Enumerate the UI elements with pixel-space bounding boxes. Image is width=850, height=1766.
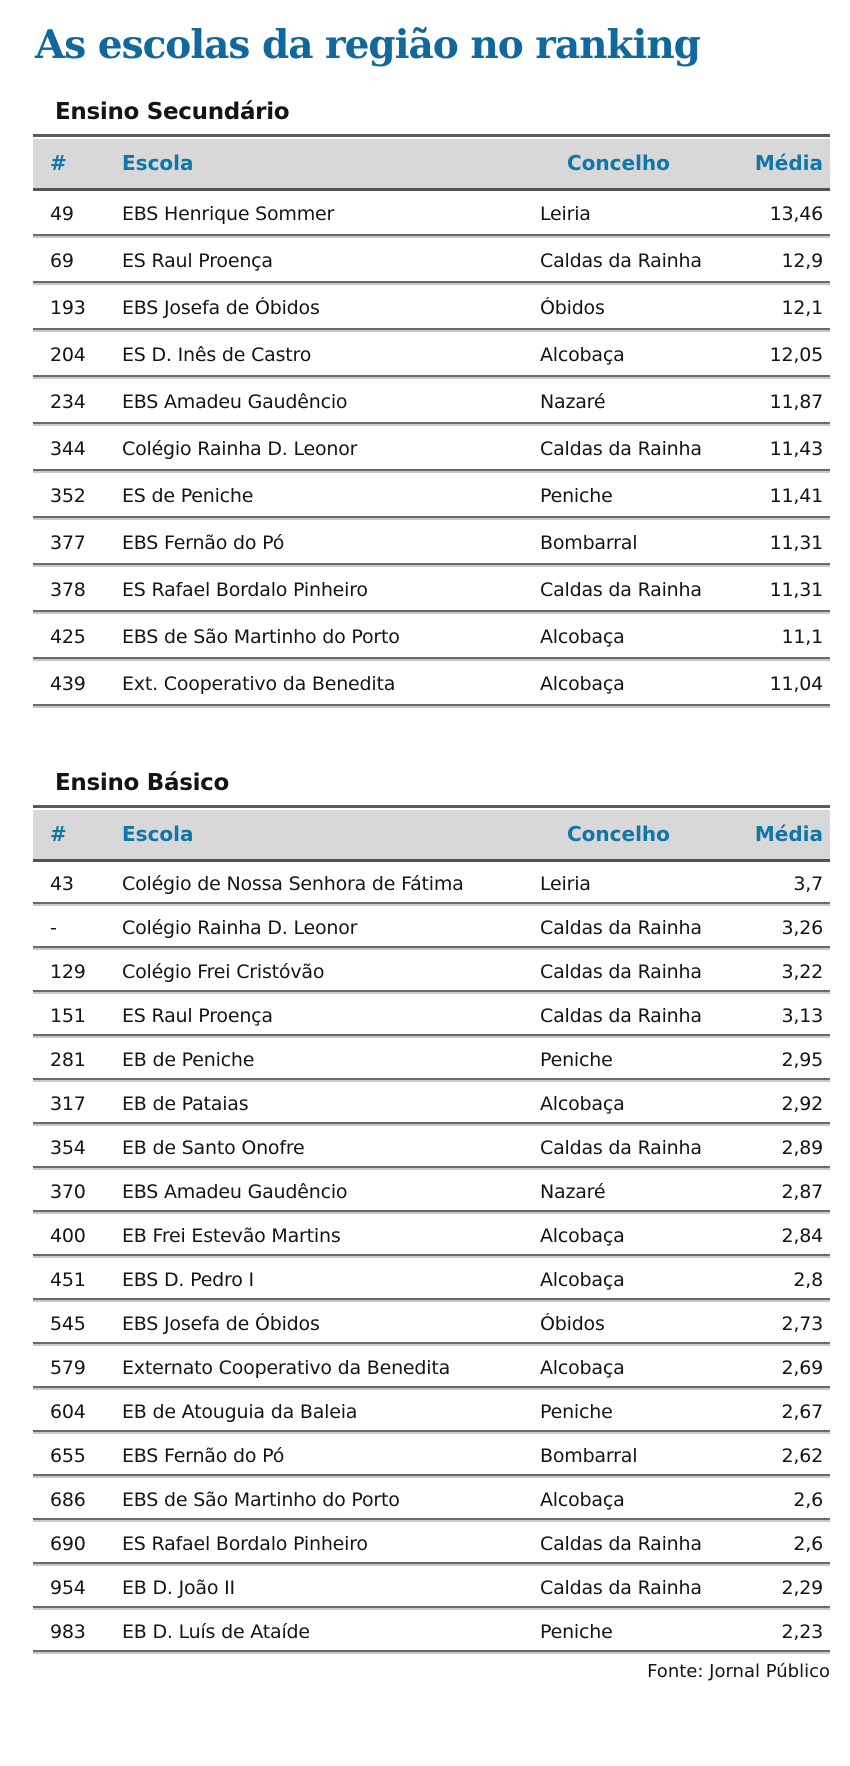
row-county: Peniche	[540, 1620, 613, 1643]
table-row	[33, 567, 830, 614]
row-average: 2,23	[781, 1620, 823, 1643]
column-header-average: Média	[754, 151, 823, 176]
row-county: Alcobaça	[540, 344, 625, 367]
row-county: Caldas da Rainha	[540, 1004, 702, 1027]
table-row	[33, 1566, 830, 1610]
row-school-name: Colégio Rainha D. Leonor	[122, 438, 358, 461]
row-county: Bombarral	[540, 532, 638, 555]
row-rank: -	[50, 916, 57, 939]
table-row	[33, 473, 830, 520]
table-row	[33, 379, 830, 426]
row-rank: 49	[50, 203, 74, 226]
column-header-school: Escola	[122, 151, 194, 176]
row-average: 13,46	[769, 203, 823, 226]
column-header-rank: #	[50, 151, 67, 176]
row-county: Peniche	[540, 1400, 613, 1423]
column-header-average: Média	[754, 822, 823, 847]
row-rank: 43	[50, 872, 74, 895]
row-county: Caldas da Rainha	[540, 250, 702, 273]
table-basic-education	[33, 770, 830, 1654]
row-county: Caldas da Rainha	[540, 1136, 702, 1159]
row-average: 2,84	[781, 1224, 823, 1247]
row-school-name: Colégio de Nossa Senhora de Fátima	[122, 872, 464, 895]
row-school-name: EB de Pataias	[122, 1092, 249, 1115]
table-row	[33, 1478, 830, 1522]
row-average: 11,41	[769, 485, 823, 508]
table-row	[33, 994, 830, 1038]
row-county: Caldas da Rainha	[540, 579, 702, 602]
row-county: Caldas da Rainha	[540, 1532, 702, 1555]
row-rank: 545	[50, 1312, 86, 1335]
row-rank: 983	[50, 1620, 86, 1643]
row-county: Peniche	[540, 485, 613, 508]
table-body-secondary	[33, 191, 830, 708]
row-county: Caldas da Rainha	[540, 960, 702, 983]
table-header-row	[33, 139, 830, 191]
table-row	[33, 1390, 830, 1434]
row-average: 3,22	[781, 960, 823, 983]
column-header-rank: #	[50, 822, 67, 847]
row-school-name: EB D. João II	[122, 1576, 235, 1599]
row-school-name: ES Rafael Bordalo Pinheiro	[122, 1532, 368, 1555]
row-school-name: EB de Santo Onofre	[122, 1136, 305, 1159]
table-row	[33, 285, 830, 332]
row-rank: 439	[50, 673, 86, 696]
row-school-name: EB D. Luís de Ataíde	[122, 1620, 310, 1643]
row-average: 11,87	[769, 391, 823, 414]
table-header-row	[33, 810, 830, 862]
row-average: 2,67	[781, 1400, 823, 1423]
table-row	[33, 1126, 830, 1170]
row-county: Alcobaça	[540, 1224, 625, 1247]
row-rank: 69	[50, 250, 74, 273]
row-rank: 352	[50, 485, 86, 508]
table-row	[33, 1170, 830, 1214]
row-school-name: EBS Amadeu Gaudêncio	[122, 1180, 348, 1203]
row-rank: 425	[50, 626, 86, 649]
row-average: 12,9	[781, 250, 823, 273]
row-county: Bombarral	[540, 1444, 638, 1467]
row-rank: 370	[50, 1180, 86, 1203]
row-average: 3,26	[781, 916, 823, 939]
row-county: Alcobaça	[540, 626, 625, 649]
row-county: Alcobaça	[540, 1356, 625, 1379]
row-average: 2,8	[793, 1268, 823, 1291]
row-rank: 234	[50, 391, 86, 414]
row-county: Nazaré	[540, 1180, 606, 1203]
row-rank: 451	[50, 1268, 86, 1291]
table-row	[33, 426, 830, 473]
table-row	[33, 1434, 830, 1478]
table-row	[33, 1038, 830, 1082]
row-rank: 400	[50, 1224, 86, 1247]
row-school-name: EBS Josefa de Óbidos	[122, 1312, 320, 1335]
row-county: Caldas da Rainha	[540, 438, 702, 461]
table-row	[33, 1610, 830, 1654]
table-row	[33, 661, 830, 708]
row-county: Leiria	[540, 872, 591, 895]
row-rank: 377	[50, 532, 86, 555]
row-average: 2,29	[781, 1576, 823, 1599]
table-body-basic	[33, 862, 830, 1654]
row-average: 2,6	[793, 1488, 823, 1511]
row-rank: 193	[50, 297, 86, 320]
row-school-name: EBS de São Martinho do Porto	[122, 1488, 400, 1511]
column-header-county: Concelho	[567, 151, 670, 176]
table-secondary-education	[33, 99, 830, 708]
row-school-name: ES Raul Proença	[122, 1004, 273, 1027]
table-top-rule	[33, 134, 830, 137]
row-school-name: Externato Cooperativo da Benedita	[122, 1356, 451, 1379]
row-school-name: EBS Fernão do Pó	[122, 1444, 285, 1467]
table-row	[33, 1522, 830, 1566]
row-average: 11,31	[769, 579, 823, 602]
section-title-secundario: Ensino Secundário	[55, 98, 290, 125]
row-school-name: ES de Peniche	[122, 485, 254, 508]
row-county: Peniche	[540, 1048, 613, 1071]
table-row	[33, 238, 830, 285]
row-school-name: Colégio Frei Cristóvão	[122, 960, 325, 983]
row-rank: 954	[50, 1576, 86, 1599]
row-rank: 344	[50, 438, 86, 461]
row-school-name: EBS D. Pedro I	[122, 1268, 254, 1291]
row-county: Alcobaça	[540, 1092, 625, 1115]
row-average: 2,92	[781, 1092, 823, 1115]
row-average: 11,04	[769, 673, 823, 696]
table-row	[33, 1082, 830, 1126]
row-county: Alcobaça	[540, 1268, 625, 1291]
row-school-name: ES D. Inês de Castro	[122, 344, 312, 367]
row-average: 2,89	[781, 1136, 823, 1159]
row-average: 3,13	[781, 1004, 823, 1027]
row-county: Leiria	[540, 203, 591, 226]
table-row	[33, 332, 830, 379]
source-credit: Fonte: Jornal Público	[647, 1660, 830, 1682]
row-rank: 655	[50, 1444, 86, 1467]
table-row	[33, 906, 830, 950]
table-row	[33, 614, 830, 661]
row-school-name: ES Raul Proença	[122, 250, 273, 273]
row-average: 11,31	[769, 532, 823, 555]
row-county: Nazaré	[540, 391, 606, 414]
row-rank: 378	[50, 579, 86, 602]
row-school-name: EB de Atouguia da Baleia	[122, 1400, 358, 1423]
page-title: As escolas da região no ranking	[35, 22, 700, 68]
table-row	[33, 1214, 830, 1258]
row-school-name: Ext. Cooperativo da Benedita	[122, 673, 396, 696]
row-average: 12,05	[769, 344, 823, 367]
row-county: Alcobaça	[540, 673, 625, 696]
row-rank: 604	[50, 1400, 86, 1423]
row-average: 3,7	[793, 872, 823, 895]
row-rank: 129	[50, 960, 86, 983]
row-school-name: EB Frei Estevão Martins	[122, 1224, 341, 1247]
row-county: Caldas da Rainha	[540, 916, 702, 939]
row-rank: 204	[50, 344, 86, 367]
row-average: 2,6	[793, 1532, 823, 1555]
table-top-rule	[33, 805, 830, 808]
row-school-name: EBS de São Martinho do Porto	[122, 626, 400, 649]
row-rank: 686	[50, 1488, 86, 1511]
column-header-school: Escola	[122, 822, 194, 847]
row-school-name: EBS Henrique Sommer	[122, 203, 335, 226]
row-average: 2,95	[781, 1048, 823, 1071]
row-school-name: EBS Amadeu Gaudêncio	[122, 391, 348, 414]
row-rank: 317	[50, 1092, 86, 1115]
row-county: Óbidos	[540, 1312, 605, 1335]
row-average: 2,69	[781, 1356, 823, 1379]
section-title-basico: Ensino Básico	[55, 769, 230, 796]
row-rank: 151	[50, 1004, 86, 1027]
row-school-name: EBS Fernão do Pó	[122, 532, 285, 555]
table-row	[33, 520, 830, 567]
row-county: Caldas da Rainha	[540, 1576, 702, 1599]
row-rank: 690	[50, 1532, 86, 1555]
row-average: 11,1	[781, 626, 823, 649]
row-average: 11,43	[769, 438, 823, 461]
row-school-name: EB de Peniche	[122, 1048, 255, 1071]
table-row	[33, 950, 830, 994]
row-school-name: ES Rafael Bordalo Pinheiro	[122, 579, 368, 602]
table-row	[33, 1302, 830, 1346]
table-row	[33, 862, 830, 906]
row-average: 2,62	[781, 1444, 823, 1467]
row-county: Alcobaça	[540, 1488, 625, 1511]
column-header-county: Concelho	[567, 822, 670, 847]
row-rank: 281	[50, 1048, 86, 1071]
row-school-name: EBS Josefa de Óbidos	[122, 297, 320, 320]
row-average: 12,1	[781, 297, 823, 320]
row-average: 2,87	[781, 1180, 823, 1203]
table-row	[33, 1346, 830, 1390]
table-row	[33, 1258, 830, 1302]
row-rank: 579	[50, 1356, 86, 1379]
table-row	[33, 191, 830, 238]
row-school-name: Colégio Rainha D. Leonor	[122, 916, 358, 939]
row-average: 2,73	[781, 1312, 823, 1335]
row-county: Óbidos	[540, 297, 605, 320]
row-rank: 354	[50, 1136, 86, 1159]
